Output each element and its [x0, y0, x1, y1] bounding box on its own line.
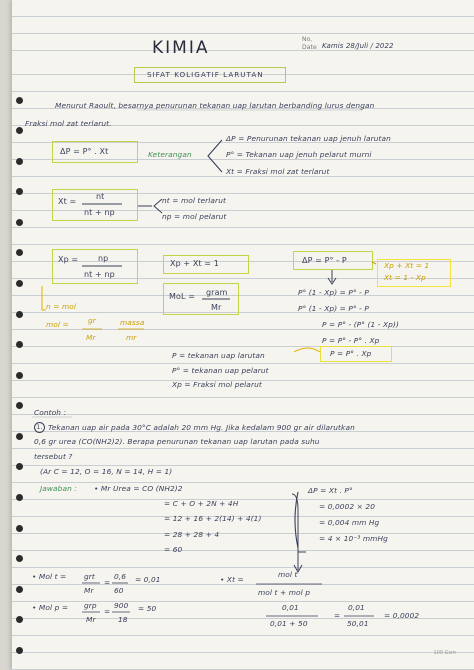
xt-denominator: nt + np	[84, 208, 115, 217]
mol-eq: mol =	[46, 320, 69, 329]
molp-num: grp	[84, 601, 97, 610]
xp-lhs: Xp =	[58, 255, 79, 264]
molt-d: 60	[114, 586, 124, 595]
xt-final: = 0,0002	[384, 611, 420, 620]
mol-mr2: mr	[126, 333, 137, 342]
molt-result: = 0,01	[135, 575, 161, 584]
molt-n: 0,6	[114, 572, 127, 581]
question-line-2: 0,6 gr urea (CO(NH2)2). Berapa penurunan tekanan uap larutan pada suhu	[34, 437, 320, 446]
legend-p0: P° = tekanan uap pelarut	[172, 366, 269, 375]
xt3-eq: =	[334, 611, 341, 620]
mol-mr: Mr	[86, 333, 96, 342]
xt2-den: 0,01 + 50	[270, 619, 308, 628]
mol-box-lhs: MoL =	[169, 292, 195, 301]
paper-weight: 100 Gsm	[433, 650, 456, 656]
xt-calc-lhs: • Xt =	[220, 575, 244, 584]
molp-lhs: • Mol p =	[32, 603, 69, 612]
molt-lhs: • Mol t =	[32, 572, 67, 581]
intro-line-1: Menurut Raoult, besarnya penurunan tekanan uap larutan berbanding lurus dengan	[55, 101, 375, 110]
dp-step-2: = 0,0002 × 20	[319, 502, 375, 511]
molt-den: Mr	[84, 586, 94, 595]
dp-definition: ΔP = P° - P	[302, 256, 347, 265]
derivation-5: P = P° . Xp	[330, 349, 372, 358]
mol-massa: massa	[120, 318, 145, 327]
handwriting-strokes	[12, 0, 474, 670]
sum-formula: Xp + Xt = 1	[170, 259, 219, 268]
subtitle: SIFAT KOLIGATIF LARUTAN	[147, 70, 264, 79]
mr-step-5: = 60	[164, 545, 183, 554]
keterangan-label: Keterangan	[148, 150, 192, 159]
question-line-1: Tekanan uap air pada 30°C adalah 20 mm Hg. Jika kedalam 900 gr air dilarutkan	[48, 423, 355, 432]
notebook-page	[12, 0, 474, 670]
np-definition: np = mol pelarut	[162, 212, 227, 221]
intro-line-2: Fraksi mol zat terlarut.	[25, 119, 112, 128]
derivation-4: P = P° - P° . Xp	[322, 336, 380, 345]
xt3-num: 0,01	[348, 603, 365, 612]
legend-xp: Xp = Fraksi mol pelarut	[172, 380, 262, 389]
date-value: Kamis 28/Juli / 2022	[322, 42, 394, 50]
xt-numerator: nt	[96, 192, 105, 201]
question-number: 1.	[34, 422, 45, 433]
mol-gr: gr	[88, 316, 96, 325]
jawaban-label: Jawaban :	[40, 484, 77, 493]
xp-denominator: nt + np	[84, 270, 115, 279]
question-line-3: tersebut ?	[34, 452, 73, 461]
molp-den: Mr	[86, 615, 96, 624]
nt-definition: nt = mol terlarut	[162, 196, 226, 205]
molp-d: 18	[118, 615, 128, 624]
molt-num: grt	[84, 572, 95, 581]
derivation-3: P = P° - (P° (1 - Xp))	[322, 320, 399, 329]
side-line-2: Xt = 1 - Xp	[384, 273, 426, 282]
molp-n: 900	[114, 601, 129, 610]
xt-calc-num: mol t	[278, 570, 298, 579]
derivation-1: P° (1 - Xp) = P° - P	[298, 288, 369, 297]
mr-step-3: = 12 + 16 + 2(14) + 4(1)	[164, 514, 262, 523]
atomic-mass: (Ar C = 12, O = 16, N = 14, H = 1)	[40, 467, 173, 476]
mr-step-4: = 28 + 28 + 4	[164, 530, 220, 539]
xp-numerator: np	[98, 254, 109, 263]
dp-step-3: = 0,004 mm Hg	[319, 518, 380, 527]
legend-p: P = tekanan uap larutan	[172, 351, 265, 360]
n-mol: n = mol	[46, 302, 77, 311]
date-label: Date	[302, 44, 317, 51]
xt-calc-den: mol t + mol p	[258, 588, 311, 597]
xt-lhs: Xt =	[58, 197, 77, 206]
mol-box-num: gram	[206, 288, 228, 297]
mr-step-2: = C + O + 2N + 4H	[164, 499, 239, 508]
keterangan-p0: P° = Tekanan uap jenuh pelarut murni	[226, 150, 372, 159]
page-title: KIMIA	[152, 38, 210, 58]
mol-box-den: Mr	[211, 303, 222, 312]
molt-eq: =	[104, 578, 111, 587]
side-line-1: Xp + Xt = 1	[384, 261, 430, 270]
keterangan-dp: ΔP = Penurunan tekanan uap jenuh larutan	[226, 134, 391, 143]
mr-urea-line: • Mr Urea = CO (NH2)2	[94, 484, 183, 493]
xt3-den: 50,01	[347, 619, 369, 628]
molp-result: = 50	[138, 604, 157, 613]
no-label: No.	[302, 36, 313, 43]
contoh-label: Contoh :	[34, 408, 67, 417]
derivation-2: P° (1 - Xp) = P° - P	[298, 304, 369, 313]
keterangan-xt: Xt = Fraksi mol zat terlarut	[226, 167, 330, 176]
dp-step-1: ΔP = Xt . P°	[308, 486, 353, 495]
xt2-num: 0,01	[282, 603, 299, 612]
formula-dp: ΔP = P° . Xt	[60, 147, 109, 156]
molp-eq: =	[104, 607, 111, 616]
dp-step-4: = 4 × 10⁻³ mmHg	[319, 534, 388, 543]
